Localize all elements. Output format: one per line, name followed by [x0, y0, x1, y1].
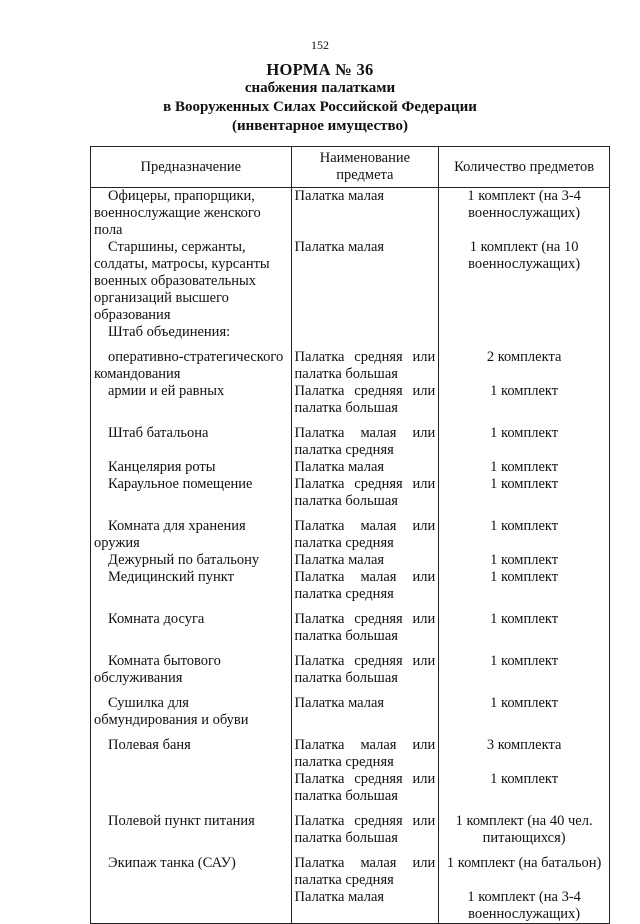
- title-line-3: в Вооруженных Силах Российской Федерации: [163, 99, 477, 115]
- quantity-cell: [439, 324, 610, 341]
- purpose-cell: Комната для хранения оружия: [91, 510, 292, 552]
- table-row: [91, 552, 610, 569]
- table-row: [91, 603, 610, 645]
- table-row: [91, 729, 610, 771]
- table-row: [91, 805, 610, 847]
- table-row: [91, 417, 610, 459]
- header-quantity: Количество предметов: [439, 147, 610, 188]
- item-cell: [291, 324, 439, 341]
- quantity-cell: 1 комплект: [439, 569, 610, 603]
- quantity-cell: 1 комплект: [439, 552, 610, 569]
- table-row: [91, 569, 610, 603]
- table-row: [91, 510, 610, 552]
- quantity-cell: 2 комплекта: [439, 341, 610, 383]
- title-line-2: снабжения палатками: [244, 80, 396, 96]
- item-cell: Палатка малая: [291, 459, 439, 476]
- purpose-cell: Штаб объединения:: [91, 324, 292, 341]
- item-cell: Палатка средняя или палатка большая: [291, 341, 439, 383]
- purpose-cell: Полевая баня: [91, 729, 292, 771]
- purpose-cell: Сушилка для обмундирования и обуви: [91, 687, 292, 729]
- table-row: [91, 645, 610, 687]
- table-row: [91, 324, 610, 341]
- table-body: [91, 188, 610, 924]
- table-row: [91, 889, 610, 924]
- purpose-cell: Полевой пункт питания: [91, 805, 292, 847]
- purpose-cell: Дежурный по батальону: [91, 552, 292, 569]
- item-cell: Палатка средняя или палатка большая: [291, 805, 439, 847]
- purpose-cell: Старшины, сержанты, солдаты, матросы, курсанты военных образовательных организаций высшего образования: [91, 239, 292, 324]
- table-row: [91, 476, 610, 510]
- quantity-cell: 1 комплект: [439, 510, 610, 552]
- table-row: [91, 341, 610, 383]
- quantity-cell: 3 комплекта: [439, 729, 610, 771]
- table-row: [91, 771, 610, 805]
- purpose-cell: [91, 771, 292, 805]
- purpose-cell: Экипаж танка (САУ): [91, 847, 292, 889]
- item-cell: Палатка средняя или палатка большая: [291, 645, 439, 687]
- quantity-cell: 1 комплект: [439, 476, 610, 510]
- table-row: [91, 239, 610, 324]
- quantity-cell: 1 комплект: [439, 771, 610, 805]
- quantity-cell: 1 комплект (на 10 военнослужащих): [439, 239, 610, 324]
- item-cell: Палатка малая или палатка средняя: [291, 729, 439, 771]
- purpose-cell: армии и ей равных: [91, 383, 292, 417]
- table-row: [91, 383, 610, 417]
- quantity-cell: 1 комплект: [439, 459, 610, 476]
- quantity-cell: 1 комплект (на 3-4 военнослужащих): [439, 188, 610, 240]
- purpose-cell: [91, 889, 292, 924]
- quantity-cell: 1 комплект: [439, 383, 610, 417]
- header-purpose: Предназначение: [91, 147, 292, 188]
- item-cell: Палатка средняя или палатка большая: [291, 603, 439, 645]
- table-row: [91, 687, 610, 729]
- table-header-row: [91, 147, 610, 188]
- page-number: 152: [311, 38, 329, 52]
- purpose-cell: Комната бытового обслуживания: [91, 645, 292, 687]
- purpose-cell: Караульное помещение: [91, 476, 292, 510]
- document-title: [0, 60, 640, 136]
- item-cell: Палатка малая или палатка средняя: [291, 569, 439, 603]
- purpose-cell: Штаб батальона: [91, 417, 292, 459]
- quantity-cell: 1 комплект: [439, 417, 610, 459]
- purpose-cell: Комната досуга: [91, 603, 292, 645]
- purpose-cell: оперативно-стратегического командования: [91, 341, 292, 383]
- item-cell: Палатка малая или палатка средняя: [291, 417, 439, 459]
- item-cell: Палатка средняя или палатка большая: [291, 383, 439, 417]
- item-cell: Палатка малая: [291, 188, 439, 240]
- item-cell: Палатка малая: [291, 552, 439, 569]
- quantity-cell: 1 комплект: [439, 603, 610, 645]
- table-row: [91, 847, 610, 889]
- quantity-cell: 1 комплект (на 3-4 военнослужащих): [439, 889, 610, 924]
- quantity-cell: 1 комплект: [439, 687, 610, 729]
- item-cell: Палатка малая или палатка средняя: [291, 847, 439, 889]
- purpose-cell: Офицеры, прапорщики, военнослужащие женского пола: [91, 188, 292, 240]
- item-cell: Палатка средняя или палатка большая: [291, 771, 439, 805]
- title-line-4: (инвентарное имущество): [231, 118, 408, 134]
- norm-table: [90, 146, 610, 924]
- item-cell: Палатка малая: [291, 687, 439, 729]
- item-cell: Палатка малая: [291, 889, 439, 924]
- item-cell: Палатка малая или палатка средняя: [291, 510, 439, 552]
- purpose-cell: Медицинский пункт: [91, 569, 292, 603]
- quantity-cell: 1 комплект (на батальон): [439, 847, 610, 889]
- quantity-cell: 1 комплект (на 40 чел. питающихся): [439, 805, 610, 847]
- purpose-cell: Канцелярия роты: [91, 459, 292, 476]
- table-row: [91, 188, 610, 240]
- quantity-cell: 1 комплект: [439, 645, 610, 687]
- table-row: [91, 459, 610, 476]
- item-cell: Палатка малая: [291, 239, 439, 324]
- header-item-name: Наименование предмета: [291, 147, 439, 188]
- title-norm-number: НОРМА № 36: [266, 60, 374, 79]
- item-cell: Палатка средняя или палатка большая: [291, 476, 439, 510]
